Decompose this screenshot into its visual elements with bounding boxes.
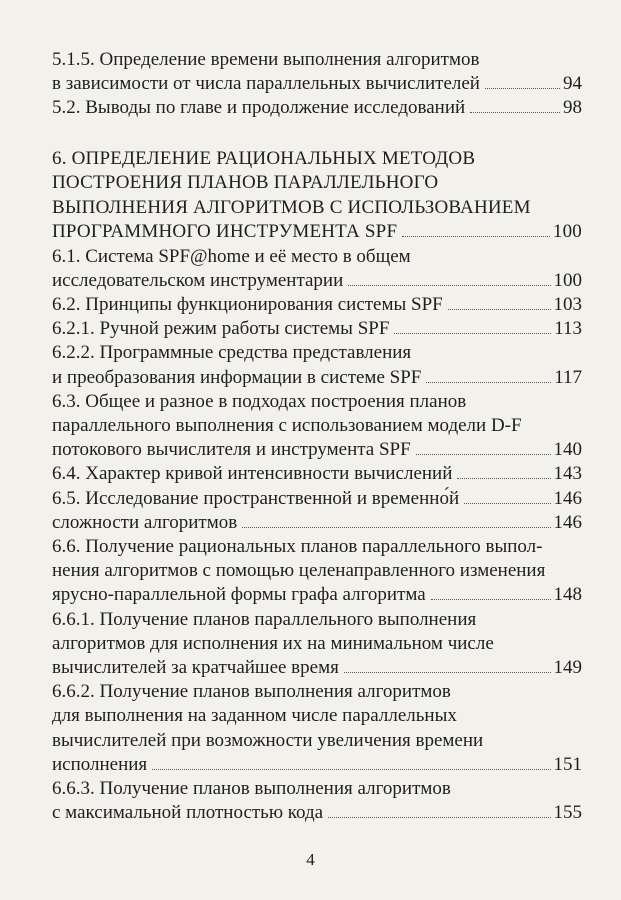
- toc-entry-text: и преобразования информации в системе SPF: [52, 366, 422, 388]
- dot-leader: [485, 88, 560, 89]
- toc-entry-text: 6.2. Принципы функционирования системы SPF: [52, 294, 443, 316]
- toc-entry-leader: [52, 438, 582, 462]
- toc-page-number: 146: [553, 511, 582, 533]
- toc-entry-leader: [52, 366, 582, 390]
- toc-entry-text: алгоритмов для исполнения их на минимальном числе: [52, 632, 494, 654]
- dot-leader: [470, 112, 560, 113]
- toc-entry-text: 5.2. Выводы по главе и продолжение исследований: [52, 97, 466, 119]
- toc-entry-6-6: [52, 535, 582, 608]
- toc-entry-text: 6.1. Система SPF@home и её место в общем: [52, 245, 411, 267]
- toc-entry-6-2-2: [52, 341, 582, 389]
- toc-entry-6-6-1: [52, 608, 582, 681]
- toc-entry-text: 6.6.3. Получение планов выполнения алгоритмов: [52, 778, 451, 800]
- dot-leader: [402, 236, 550, 237]
- toc-entry-text: 6.2.1. Ручной режим работы системы SPF: [52, 318, 390, 340]
- toc-entry-text: с максимальной плотностью кода: [52, 802, 324, 824]
- chapter-title-line: 6. ОПРЕДЕЛЕНИЕ РАЦИОНАЛЬНЫХ МЕТОДОВ: [52, 147, 476, 169]
- toc-entry-leader: [52, 511, 582, 535]
- toc-entry-text: потокового вычислителя и инструмента SPF: [52, 439, 411, 461]
- toc-entry-text: исполнения: [52, 753, 148, 775]
- toc-entry-leader: [52, 656, 582, 680]
- toc-page-number: 155: [553, 802, 582, 824]
- toc-entry-text: для выполнения на заданном числе параллельных: [52, 705, 457, 727]
- chapter-title-line: ПРОГРАММНОГО ИНСТРУМЕНТА SPF: [52, 221, 398, 243]
- toc-entry-6-4: [52, 462, 582, 486]
- toc-entry-leader: [52, 801, 582, 825]
- toc-entry-text: 5.1.5. Определение времени выполнения алгоритмов: [52, 49, 480, 70]
- toc-page-number: 151: [553, 753, 582, 775]
- toc-entry-leader: [52, 72, 582, 96]
- toc-page-number: 98: [563, 97, 582, 119]
- toc-entry-leader: [52, 317, 582, 341]
- toc-entry-text: в зависимости от числа параллельных вычислителей: [52, 73, 480, 95]
- toc-entry-text: вычислителей при возможности увеличения времени: [52, 729, 484, 751]
- toc-entry-text: вычислителей за кратчайшее время: [52, 657, 339, 679]
- toc-chapter-6: [52, 147, 582, 245]
- toc-entry-5-2: [52, 96, 582, 120]
- toc-entry-text: 6.6.1. Получение планов параллельного выполнения: [52, 608, 477, 630]
- toc-entry-6-2: [52, 293, 582, 317]
- toc-page-number: 117: [554, 366, 582, 388]
- toc-page-number: 94: [563, 73, 582, 95]
- toc-page-number: 148: [553, 584, 582, 606]
- table-of-contents: [52, 48, 582, 825]
- toc-entry-6-6-3: [52, 777, 582, 825]
- toc-page-number: 100: [552, 221, 582, 243]
- toc-page-number: 146: [553, 487, 582, 509]
- toc-entry-text: ярусно-параллельной формы графа алгоритма: [52, 584, 426, 606]
- toc-entry-leader: [52, 293, 582, 317]
- toc-entry-5-1-5: [52, 48, 582, 96]
- dot-leader: [344, 672, 551, 673]
- toc-page-number: 113: [554, 318, 582, 340]
- chapter-title-line: ВЫПОЛНЕНИЯ АЛГОРИТМОВ С ИСПОЛЬЗОВАНИЕМ: [52, 196, 531, 218]
- dot-leader: [152, 769, 550, 770]
- dot-leader: [328, 817, 550, 818]
- dot-leader: [426, 382, 551, 383]
- toc-entry-text: нения алгоритмов с помощью целенаправленного изменения: [52, 560, 546, 582]
- toc-entry-leader: [52, 583, 582, 607]
- toc-entry-text: 6.5. Исследование пространственной и временно́й: [52, 487, 460, 509]
- toc-entry-6-1: [52, 245, 582, 293]
- toc-page-number: 143: [553, 463, 582, 485]
- toc-entry-leader: [52, 753, 582, 777]
- toc-entry-text: сложности алгоритмов: [52, 511, 238, 533]
- toc-entry-leader: [52, 96, 582, 120]
- dot-leader: [348, 285, 550, 286]
- dot-leader: [431, 599, 551, 600]
- toc-entry-leader: [52, 269, 582, 293]
- toc-entry-6-5: [52, 487, 582, 535]
- dot-leader: [448, 309, 551, 310]
- toc-page-number: 149: [553, 657, 582, 679]
- dot-leader: [416, 454, 551, 455]
- toc-entry-leader: [52, 462, 582, 486]
- dot-leader: [394, 333, 551, 334]
- toc-entry-text: 6.4. Характер кривой интенсивности вычислений: [52, 463, 453, 485]
- toc-entry-text: 6.3. Общее и разное в подходах построения планов: [52, 390, 467, 412]
- dot-leader: [457, 478, 550, 479]
- toc-entry-6-2-1: [52, 317, 582, 341]
- toc-entry-text: 6.2.2. Программные средства представления: [52, 342, 412, 364]
- page-number: 4: [306, 850, 315, 869]
- toc-page-number: 100: [553, 269, 582, 291]
- toc-entry-6-3: [52, 390, 582, 463]
- toc-entry-leader: [52, 487, 582, 511]
- toc-entry-text: параллельного выполнения с использованием модели D-F: [52, 415, 522, 437]
- toc-page-number: 140: [553, 439, 582, 461]
- toc-entry-text: исследовательском инструментарии: [52, 269, 344, 291]
- dot-leader: [242, 527, 550, 528]
- toc-entry-leader: [52, 220, 582, 245]
- toc-entry-text: 6.6.2. Получение планов выполнения алгоритмов: [52, 681, 451, 703]
- toc-page-number: 103: [553, 294, 582, 316]
- toc-entry-text: 6.6. Получение рациональных планов параллельного выпол-: [52, 536, 543, 558]
- toc-entry-6-6-2: [52, 680, 582, 777]
- chapter-title-line: ПОСТРОЕНИЯ ПЛАНОВ ПАРАЛЛЕЛЬНОГО: [52, 172, 439, 194]
- dot-leader: [464, 503, 550, 504]
